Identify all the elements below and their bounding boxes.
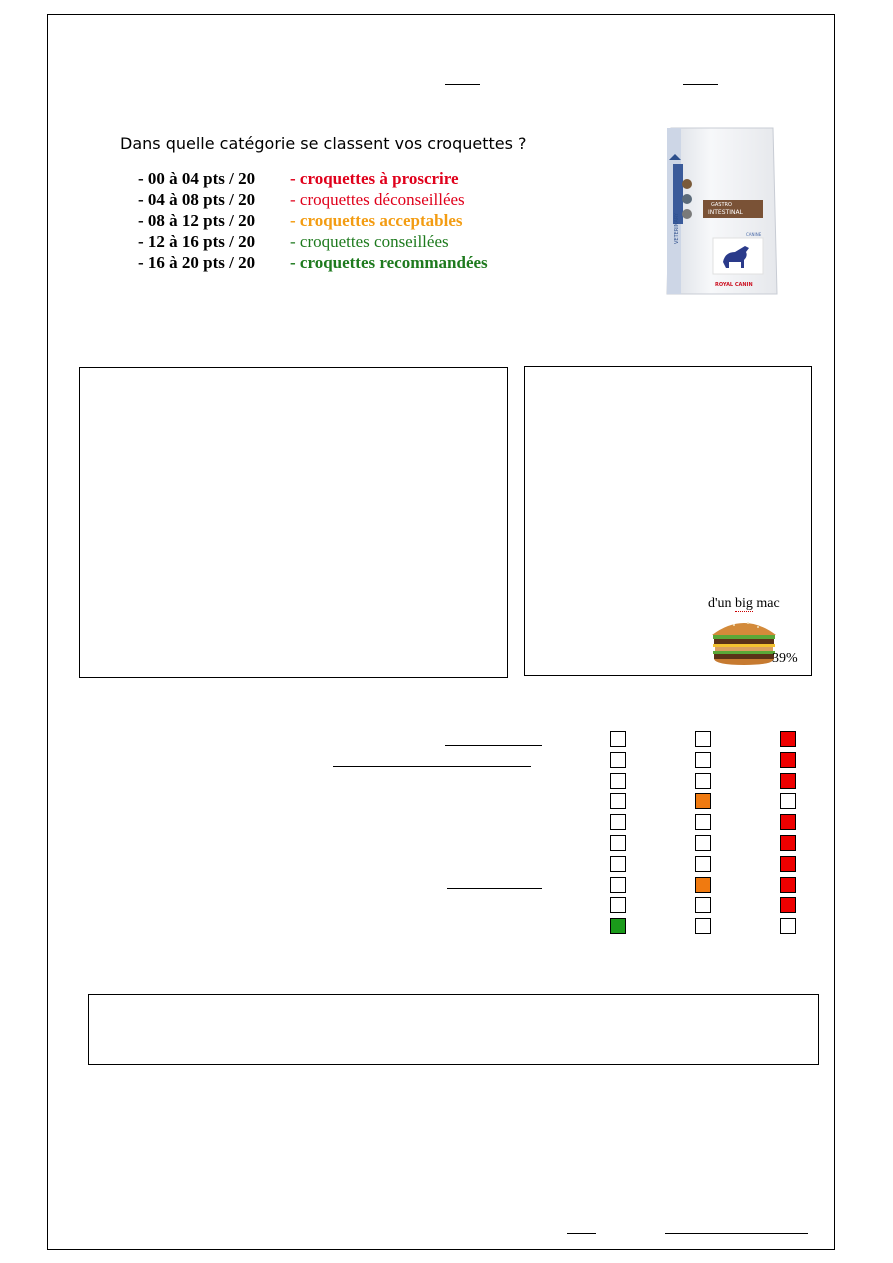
checklist-underline-3 (447, 888, 542, 889)
footer-underline-1 (567, 1233, 596, 1234)
rating-checkbox[interactable] (780, 877, 796, 893)
bag-text-canine: CANINE (746, 232, 762, 237)
category-row (138, 231, 449, 252)
rating-checkbox[interactable] (695, 856, 711, 872)
header-underline-1 (445, 84, 480, 85)
question-heading: Dans quelle catégorie se classent vos croquettes ? (120, 134, 527, 153)
royal-canin-bag-image (645, 124, 795, 296)
rating-checkbox[interactable] (780, 814, 796, 830)
rating-checkbox[interactable] (610, 856, 626, 872)
rating-checkbox[interactable] (780, 856, 796, 872)
summary-box (88, 994, 819, 1065)
category-row (138, 252, 488, 273)
category-row (138, 210, 462, 231)
checklist-underline-2 (333, 766, 531, 767)
rating-checkbox[interactable] (780, 897, 796, 913)
rating-checkbox[interactable] (695, 752, 711, 768)
rating-checkbox[interactable] (695, 877, 711, 893)
burger-caption (708, 596, 780, 612)
bag-text-intestinal: INTESTINAL (708, 209, 743, 216)
category-label: - croquettes à proscrire (290, 169, 459, 188)
rating-checkbox[interactable] (780, 793, 796, 809)
rating-checkbox[interactable] (610, 731, 626, 747)
header-underline-2 (683, 84, 718, 85)
rating-checkbox[interactable] (695, 814, 711, 830)
rating-checkbox[interactable] (695, 773, 711, 789)
rating-checkbox[interactable] (610, 877, 626, 893)
category-label: - croquettes conseillées (290, 232, 449, 251)
rating-checkbox[interactable] (610, 752, 626, 768)
bag-text-veterinary: VETERINARY (674, 212, 680, 244)
rating-checkbox[interactable] (610, 835, 626, 851)
rating-checkbox[interactable] (695, 793, 711, 809)
rating-checkbox[interactable] (610, 897, 626, 913)
rating-checkbox[interactable] (610, 918, 626, 934)
category-row (138, 189, 465, 210)
category-range: - 12 à 16 pts / 20 (138, 232, 256, 251)
rating-checkbox[interactable] (780, 773, 796, 789)
bag-text-gastro: GASTRO (711, 202, 732, 208)
burger-caption-suffix: mac (756, 596, 780, 611)
category-label: - croquettes déconseillées (290, 190, 465, 209)
rating-checkbox[interactable] (695, 835, 711, 851)
burger-caption-big: big (735, 596, 753, 611)
checklist-underline-1 (445, 745, 542, 746)
rating-checkbox[interactable] (610, 814, 626, 830)
category-label: - croquettes recommandées (290, 253, 488, 272)
rating-checkbox[interactable] (695, 897, 711, 913)
rating-checkbox[interactable] (780, 731, 796, 747)
rating-checkbox[interactable] (610, 773, 626, 789)
category-row (138, 168, 459, 189)
left-content-box (79, 367, 508, 678)
rating-checkbox[interactable] (780, 835, 796, 851)
burger-percent: 39% (772, 651, 798, 666)
bag-text-brand: ROYAL CANIN (715, 282, 753, 288)
category-label: - croquettes acceptables (290, 211, 463, 230)
rating-checkbox[interactable] (780, 918, 796, 934)
category-range: - 00 à 04 pts / 20 (138, 169, 256, 188)
rating-checkbox[interactable] (695, 731, 711, 747)
rating-checkbox[interactable] (695, 918, 711, 934)
rating-checkbox[interactable] (610, 793, 626, 809)
category-range: - 08 à 12 pts / 20 (138, 211, 256, 230)
product-bag-image (645, 124, 795, 296)
category-range: - 16 à 20 pts / 20 (138, 253, 256, 272)
burger-caption-prefix: d'un (708, 596, 732, 611)
rating-checkbox[interactable] (780, 752, 796, 768)
footer-underline-2 (665, 1233, 808, 1234)
category-range: - 04 à 08 pts / 20 (138, 190, 256, 209)
